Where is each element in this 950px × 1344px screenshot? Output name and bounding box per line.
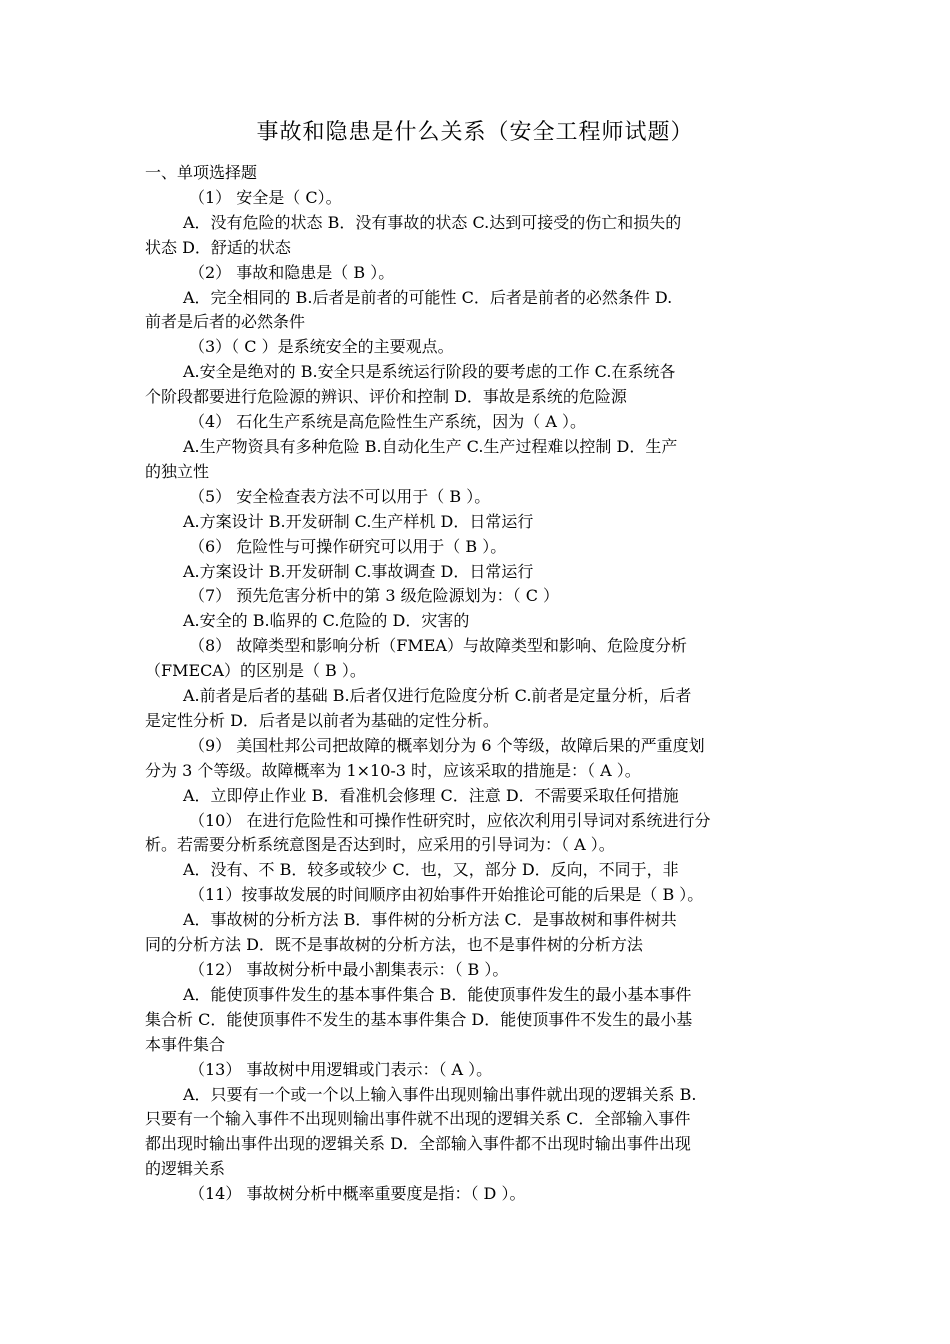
question-stem: （7） 预先危害分析中的第 3 级危险源划为：（ C ） xyxy=(189,586,560,606)
continuation-line: 是定性分析 D．后者是以前者为基础的定性分析。 xyxy=(145,710,499,730)
continuation-line: 分为 3 个等级。故障概率为 1×10-3 时，应该采取的措施是：（ A ）。 xyxy=(145,760,641,780)
answer-options: A．没有危险的状态 B．没有事故的状态 C.达到可接受的伤亡和损失的 xyxy=(183,212,682,232)
question-stem: （14） 事故树分析中概率重要度是指：（ D ）。 xyxy=(189,1184,526,1204)
answer-options: A.方案设计 B.开发研制 C.生产样机 D．日常运行 xyxy=(183,511,534,531)
continuation-line: 个阶段都要进行危险源的辨识、评价和控制 D．事故是系统的危险源 xyxy=(145,387,627,407)
answer-options: A.方案设计 B.开发研制 C.事故调查 D．日常运行 xyxy=(183,561,534,581)
question-stem: （2） 事故和隐患是（ B ）。 xyxy=(189,262,395,282)
continuation-line: 都出现时输出事件出现的逻辑关系 D．全部输入事件都不出现时输出事件出现 xyxy=(145,1134,691,1154)
answer-options: A．事故树的分析方法 B．事件树的分析方法 C．是事故树和事件树共 xyxy=(183,910,677,930)
section-heading: 一、单项选择题 xyxy=(145,163,258,182)
answer-options: A．只要有一个或一个以上输入事件出现则输出事件就出现的逻辑关系 B. xyxy=(183,1084,697,1104)
answer-options: A．立即停止作业 B．看准机会修理 C．注意 D．不需要采取任何措施 xyxy=(183,785,679,805)
question-stem: （10） 在进行危险性和可操作性研究时，应依次利用引导词对系统进行分 xyxy=(189,810,711,830)
continuation-line: 同的分析方法 D．既不是事故树的分析方法，也不是事件树的分析方法 xyxy=(145,935,643,955)
document-title: 事故和隐患是什么关系（安全工程师试题） xyxy=(256,120,694,145)
continuation-line: 状态 D．舒适的状态 xyxy=(145,237,291,257)
continuation-line: 只要有一个输入事件不出现则输出事件就不出现的逻辑关系 C．全部输入事件 xyxy=(145,1109,691,1129)
continuation-line: 本事件集合 xyxy=(145,1034,226,1054)
continuation-line: 的逻辑关系 xyxy=(145,1159,226,1179)
answer-options: A.安全是绝对的 B.安全只是系统运行阶段的要考虑的工作 C.在系统各 xyxy=(183,362,676,382)
continuation-line: （FMECA）的区别是（ B ）。 xyxy=(145,661,366,681)
question-stem: （9） 美国杜邦公司把故障的概率划分为 6 个等级，故障后果的严重度划 xyxy=(189,735,705,755)
question-stem: （5） 安全检查表方法不可以用于（ B ）。 xyxy=(189,486,491,506)
answer-options: A.安全的 B.临界的 C.危险的 D．灾害的 xyxy=(183,611,470,631)
answer-options: A.生产物资具有多种危险 B.自动化生产 C.生产过程难以控制 D．生产 xyxy=(183,436,678,456)
document-body xyxy=(145,161,810,1207)
answer-options: A.前者是后者的基础 B.后者仅进行危险度分析 C.前者是定量分析，后者 xyxy=(183,686,692,706)
question-stem: （12） 事故树分析中最小割集表示：（ B ）。 xyxy=(189,960,509,979)
question-stem: （3）（ C ）是系统安全的主要观点。 xyxy=(189,337,454,357)
question-stem: （1） 安全是（ C）。 xyxy=(189,187,342,207)
question-stem: （11）按事故发展的时间顺序由初始事件开始推论可能的后果是（ B ）。 xyxy=(189,885,704,905)
continuation-line: 析。若需要分析系统意图是否达到时，应采用的引导词为：（ A ）。 xyxy=(145,835,615,855)
continuation-line: 前者是后者的必然条件 xyxy=(145,312,306,332)
question-stem: （8） 故障类型和影响分析（FMEA）与故障类型和影响、危险度分析 xyxy=(189,636,687,656)
question-stem: （13） 事故树中用逻辑或门表示：（ A ）。 xyxy=(189,1059,493,1079)
question-stem: （6） 危险性与可操作研究可以用于（ B ）。 xyxy=(189,536,507,556)
question-stem: （4） 石化生产系统是高危险性生产系统，因为（ A ）。 xyxy=(189,412,586,432)
answer-options: A．没有、不 B．较多或较少 C．也，又，部分 D．反向，不同于，非 xyxy=(183,860,679,880)
answer-options: A．完全相同的 B.后者是前者的可能性 C．后者是前者的必然条件 D. xyxy=(183,287,673,307)
continuation-line: 集合析 C．能使顶事件不发生的基本事件集合 D．能使顶事件不发生的最小基 xyxy=(145,1009,693,1029)
question-list xyxy=(145,186,810,1207)
continuation-line: 的独立性 xyxy=(145,461,210,481)
answer-options: A．能使顶事件发生的基本事件集合 B．能使顶事件发生的最小基本事件 xyxy=(183,984,692,1004)
